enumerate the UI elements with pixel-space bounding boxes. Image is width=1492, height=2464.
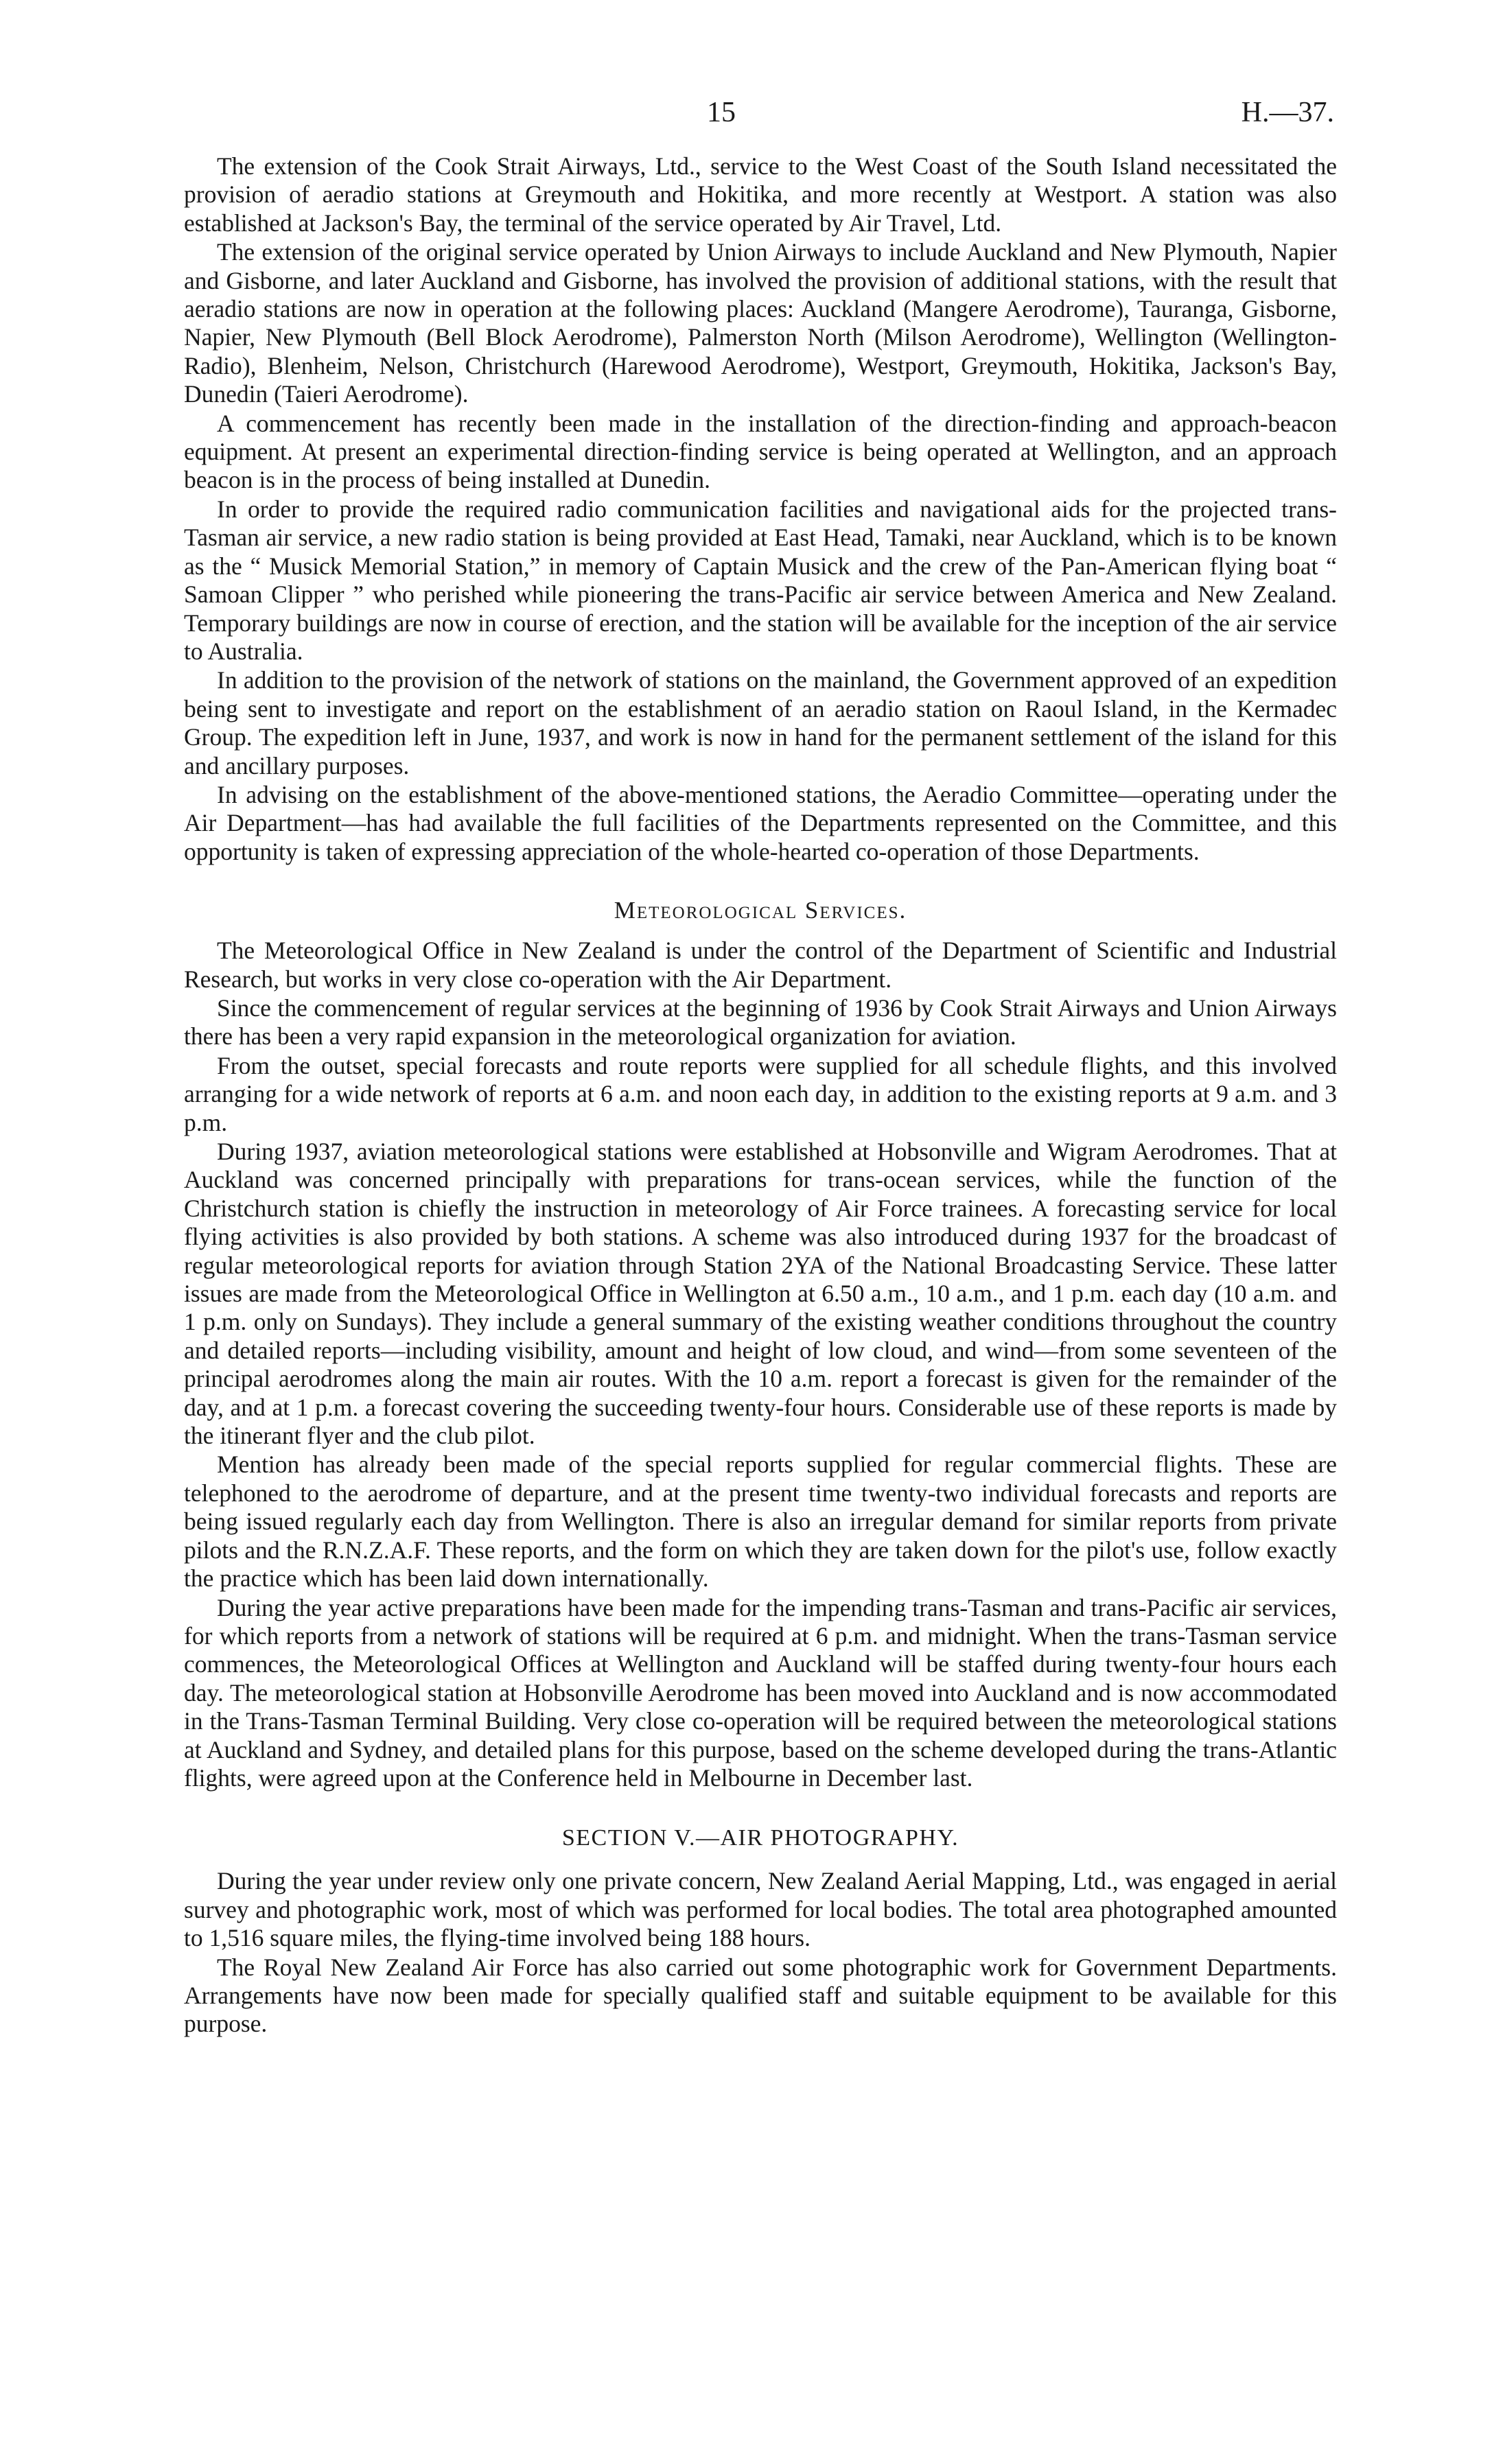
document-reference: H.—37. (1241, 97, 1334, 128)
paragraph-aeradio-committee: In advising on the establishment of the above-mentioned stations, the Aeradio Committee—operating under the Air Department—has had available the full facilities of the Departments represented on the Committee, and this opportunity is taken of expressing appreciation of the whole-hearted co-operation of those Departments. (184, 780, 1337, 865)
heading-section-air-photography: SECTION V.—AIR PHOTOGRAPHY. (561, 1825, 959, 1851)
page-number: 15 (707, 97, 736, 128)
paragraph-commercial-flight-reports: Mention has already been made of the special reports supplied for regular commercial flights. These are telephoned to the aerodrome of departure, and at the present time twenty-two individual forecasts and reports are being issued regularly each day from Wellington. There is also an irregular demand for similar reports from private pilots and the R.N.Z.A.F. These reports, and the form on which they are taken down for the pilot's use, follow exactly the practice which has been laid down internationally. (184, 1451, 1337, 1593)
body-text (184, 152, 1337, 2039)
paragraph-stations-1937: During 1937, aviation meteorological stations were established at Hobsonville and Wigram Aerodromes. That at Auckland was concerned principally with preparations for trans-ocean services, while the function of the Christchurch station is chiefly the instruction in meteorology of Air Force trainees. A forecasting service for local flying activities is also provided by both stations. A scheme was also introduced during 1937 for the broadcast of regular meteorological reports for aviation through Station 2YA of the National Broadcasting Service. These latter issues are made from the Meteorological Office in Wellington at 6.50 a.m., 10 a.m., and 1 p.m. each day (10 a.m. and 1 p.m. only on Sundays). They include a general summary of the existing weather conditions throughout the country and detailed reports—including visibility, amount and height of low cloud, and wind—from some seventeen of the principal aerodromes along the main air routes. With the 10 a.m. report a forecast is given for the remainder of the day, and at 1 p.m. a forecast covering the succeeding twenty-four hours. Considerable use of these reports is made by the itinerant flyer and the club pilot. (184, 1138, 1337, 1450)
paragraph-trans-tasman-preparations: During the year active preparations have been made for the impending trans-Tasman and trans-Pacific air services, for which reports from a network of stations will be required at 6 p.m. and midnight. When the trans-Tasman service commences, the Meteorological Offices at Wellington and Auckland will be staffed during twenty-four hours each day. The meteorological station at Hobsonville Aerodrome has been moved into Auckland and is now accommodated in the Trans-Tasman Terminal Building. Very close co-operation will be required between the meteorological stations at Auckland and Sydney, and detailed plans for this purpose, based on the scheme developed during the trans-Atlantic flights, were agreed upon at the Conference held in Melbourne in December last. (184, 1593, 1337, 1792)
paragraph-musick-memorial-station: In order to provide the required radio communication facilities and navigational aids for the projected trans-Tasman air service, a new radio station is being provided at East Head, Tamaki, near Auckland, which is to be known as the “ Musick Memorial Station,” in memory of Captain Musick and the crew of the Pan-American flying boat “ Samoan Clipper ” who perished while pioneering the trans-Pacific air service between America and New Zealand. Temporary buildings are now in course of erection, and the station will be available for the inception of the air service to Australia. (184, 495, 1337, 665)
paragraph-regular-services: Since the commencement of regular services at the beginning of 1936 by Cook Strait Airways and Union Airways there has been a very rapid expansion in the meteorological organization for aviation. (184, 994, 1337, 1051)
paragraph-raoul-island: In addition to the provision of the network of stations on the mainland, the Government approved of an expedition being sent to investigate and report on the establishment of an aeradio station on Raoul Island, in the Kermadec Group. The expedition left in June, 1937, and work is now in hand for the permanent settlement of the island for this and ancillary purposes. (184, 666, 1337, 779)
paragraph-direction-finding: A commencement has recently been made in the installation of the direction-finding and approach-beacon equipment. At present an experimental direction-finding service is being operated at Wellington, and an approach beacon is in the process of being installed at Dunedin. (184, 409, 1337, 494)
paragraph-meteorological-office: The Meteorological Office in New Zealand is under the control of the Department of Scientific and Industrial Research, but works in very close co-operation with the Air Department. (184, 937, 1337, 993)
paragraph-union-airways-extension: The extension of the original service operated by Union Airways to include Auckland and New Plymouth, Napier and Gisborne, and later Auckland and Gisborne, has involved the provision of additional stations, with the result that aeradio stations are now in operation at the following places: Auckland (Mangere Aerodrome), Tauranga, Gisborne, Napier, New Plymouth (Bell Block Aerodrome), Palmerston North (Milson Aerodrome), Wellington (Wellington-Radio), Blenheim, Nelson, Christchurch (Harewood Aerodrome), Westport, Greymouth, Hokitika, Jackson's Bay, Dunedin (Taieri Aerodrome). (184, 238, 1337, 408)
paragraph-rnzaf-photography: The Royal New Zealand Air Force has also carried out some photographic work for Government Departments. Arrangements have now been made for specially qualified staff and suitable equipment to be available for this purpose. (184, 1953, 1337, 2038)
paragraph-cook-strait-extension: The extension of the Cook Strait Airways, Ltd., service to the West Coast of the South Island necessitated the provision of aeradio stations at Greymouth and Hokitika, and more recently at Westport. A station was also established at Jackson's Bay, the terminal of the service operated by Air Travel, Ltd. (184, 152, 1337, 237)
paragraph-special-forecasts: From the outset, special forecasts and route reports were supplied for all schedule flights, and this involved arranging for a wide network of reports at 6 a.m. and noon each day, in addition to the existing reports at 9 a.m. and 3 p.m. (184, 1051, 1337, 1136)
heading-meteorological-services: Meteorological Services. (614, 897, 907, 924)
paragraph-aerial-mapping: During the year under review only one private concern, New Zealand Aerial Mapping, Ltd., was engaged in aerial survey and photographic work, most of which was performed for local bodies. The total area photographed amounted to 1,516 square miles, the flying-time involved being 188 hours. (184, 1867, 1337, 1952)
